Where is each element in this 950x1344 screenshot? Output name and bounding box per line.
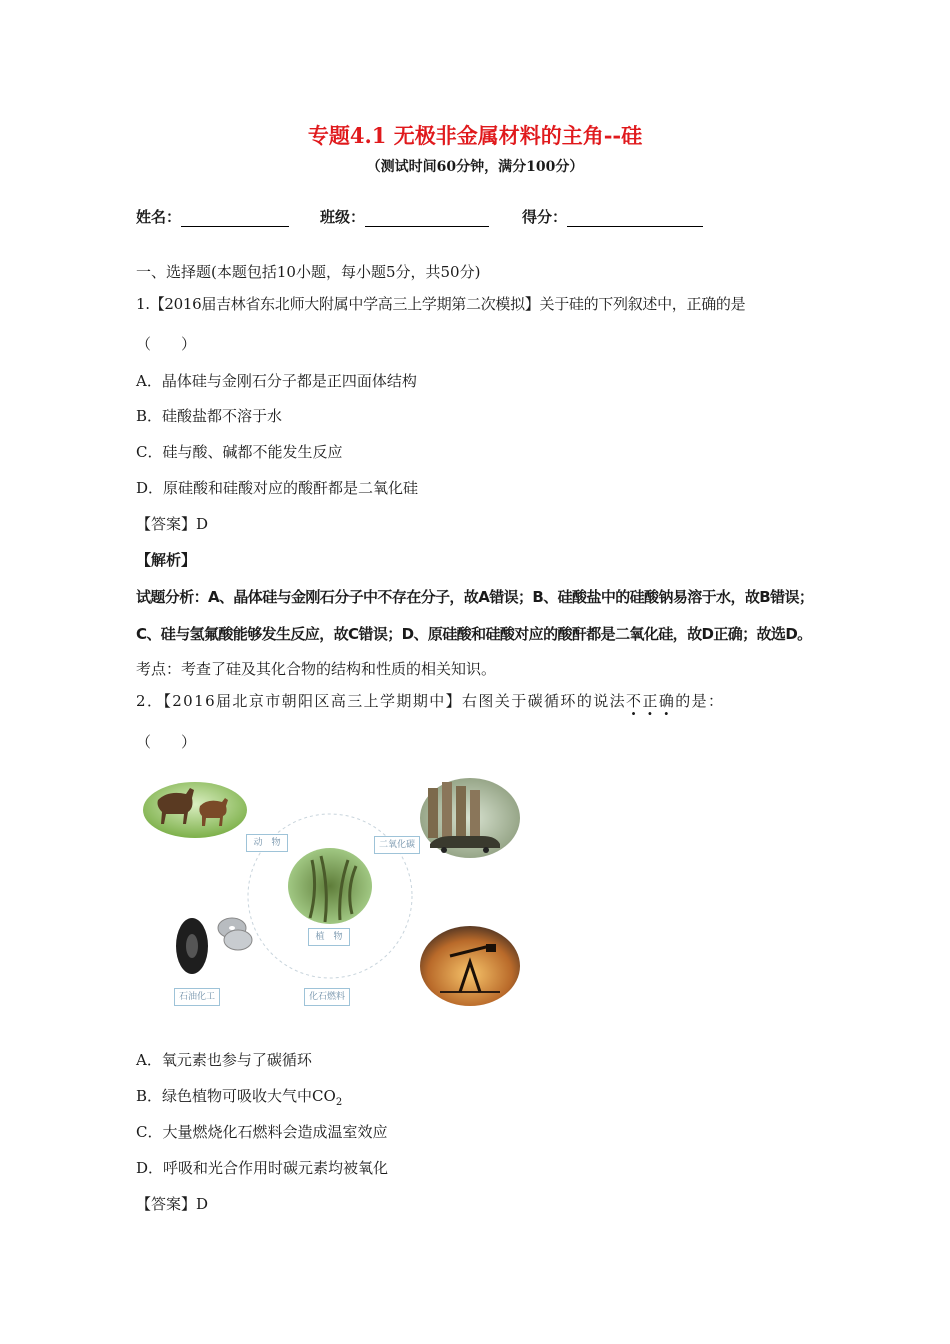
tire-discs-image xyxy=(176,918,252,974)
name-blank xyxy=(181,210,289,227)
q1-answer: 【答案】D xyxy=(136,515,209,533)
q2-option-b-text: B．绿色植物可吸收大气中CO xyxy=(136,1087,336,1105)
q2-stem-suffix: 的是： xyxy=(675,692,725,710)
horses-image xyxy=(143,782,247,838)
q1-analysis-line1: 试题分析：A、晶体硅与金刚石分子中不存在分子，故A错误；B、硅酸盐中的硅酸钠易溶于水，故B错误； xyxy=(136,588,814,606)
score-field xyxy=(522,206,703,227)
q1-option-a: A．晶体硅与金刚石分子都是正四面体结构 xyxy=(136,372,417,390)
emphasis-char: 不 xyxy=(626,692,643,710)
q2-stem-prefix: 2．【2016届北京市朝阳区高三上学期期中】右图关于碳循环的说法 xyxy=(136,692,627,710)
q2-option-c: C．大量燃烧化石燃料会造成温室效应 xyxy=(136,1123,388,1141)
q1-analysis-label: 【解析】 xyxy=(136,551,197,569)
page-title: 专题4.1 无极非金属材料的主角--硅 xyxy=(307,123,643,148)
q2-option-d: D．呼吸和光合作用时碳元素均被氧化 xyxy=(136,1159,389,1177)
factory-car-image xyxy=(420,778,520,858)
score-label: 得分： xyxy=(522,208,568,226)
q1-paren: （ ） xyxy=(136,335,197,353)
q2-stem xyxy=(136,690,724,711)
box-fossil-fuel: 化石燃料 xyxy=(304,988,350,1006)
box-petrochemical: 石油化工 xyxy=(174,988,220,1006)
oil-pump-image xyxy=(420,926,520,1006)
forest-image xyxy=(288,848,372,924)
q2-answer: 【答案】D xyxy=(136,1195,209,1213)
class-label: 班级： xyxy=(320,208,366,226)
name-field xyxy=(136,206,289,227)
box-co2: 二氧化碳 xyxy=(374,836,420,854)
q1-option-c: C．硅与酸、碱都不能发生反应 xyxy=(136,443,343,461)
q1-kaodian: 考点：考查了硅及其化合物的结构和性质的相关知识。 xyxy=(136,660,497,678)
q2-option-b xyxy=(136,1085,342,1108)
carbon-cycle-illustration xyxy=(140,778,520,1008)
q1-analysis-line2: C、硅与氢氟酸能够发生反应，故C错误；D、原硅酸和硅酸对应的酸酐都是二氧化硅，故D正确；故选D。 xyxy=(136,625,812,643)
name-label: 姓名： xyxy=(136,208,182,226)
q1-option-b: B．硅酸盐都不溶于水 xyxy=(136,407,283,425)
q2-option-a: A．氧元素也参与了碳循环 xyxy=(136,1051,312,1069)
box-animal: 动 物 xyxy=(246,834,288,852)
q2-paren: （ ） xyxy=(136,733,197,751)
q1-stem: 1.【2016届吉林省东北师大附属中学高三上学期第二次模拟】关于硅的下列叙述中，正确的是 xyxy=(136,295,746,313)
box-plant: 植 物 xyxy=(308,928,350,946)
carbon-cycle-figure xyxy=(140,778,520,1008)
q1-option-d: D．原硅酸和硅酸对应的酸酐都是二氧化硅 xyxy=(136,479,419,497)
emphasis-char: 确 xyxy=(658,692,676,710)
page-subtitle: （测试时间60分钟，满分100分） xyxy=(366,159,584,175)
emphasis-char: 正 xyxy=(642,692,659,710)
section-heading: 一、选择题(本题包括10小题，每小题5分，共50分) xyxy=(136,263,481,281)
class-field xyxy=(320,206,489,227)
score-blank xyxy=(567,210,703,227)
subscript: 2 xyxy=(335,1097,343,1108)
class-blank xyxy=(365,210,489,227)
